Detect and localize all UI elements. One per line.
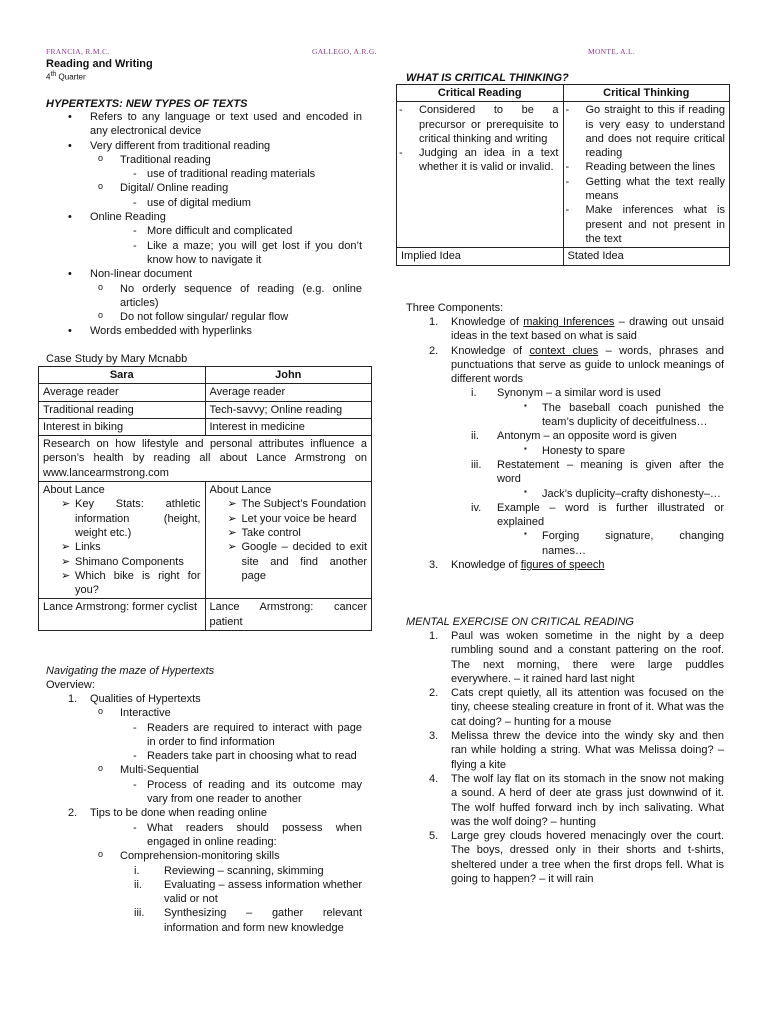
overview-label: Overview: [46, 679, 95, 691]
cell: Average reader [205, 384, 372, 401]
case-study-caption: Case Study by Mary Mcnabb [46, 353, 188, 365]
cell: Lance Armstrong: former cyclist [39, 599, 206, 631]
critical-heading: WHAT IS CRITICAL THINKING? [406, 72, 569, 84]
author-gallego: GALLEGO, A.R.G. [312, 47, 377, 56]
subject-title: Reading and Writing [46, 58, 153, 70]
list-item: 2. Cats crept quietly, all its attention was focused on the tiny, cheese stealing creature in front of it. What was the cat doing? – hunting for a mouse [429, 687, 724, 728]
quarter: 4th Quarter [46, 71, 86, 82]
col-critical-reading: Critical Reading [397, 85, 564, 102]
cell: Interest in medicine [205, 418, 372, 435]
implied-idea: Implied Idea [397, 248, 564, 265]
cell: Traditional reading [39, 401, 206, 418]
navigating-list: 1. Qualities of Hypertexts o Interactive - Readers are required to interact with page in order to find information - Readers take part in choosing what to read o Multi-Sequential - Process of reading and its outcome may vary from one reader to another 2. Tips to be done when reading online - What readers should possess when engaged in online reading: o Comprehension-monitoring skills i. Reviewing – scanning, skimming ii. Evaluating – assess information whether valid or not iii. Synthesizing – gather relevant information and form new knowledge [68, 693, 362, 934]
hypertexts-heading: HYPERTEXTS: NEW TYPES OF TEXTS [46, 98, 248, 110]
list-item: 5. Large grey clouds hovered menacingly over the court. The boys, dressed only in their shorts and t-shirts, sheltered under a tree when the first drops fell. What is going to happen? – it will rain [429, 830, 724, 886]
mental-heading: MENTAL EXERCISE ON CRITICAL READING [406, 616, 634, 628]
components-list: 1. Knowledge of making Inferences – drawing out unsaid ideas in the text based on what is said 2. Knowledge of context clues – words, phrases and punctuations that serve as guide to unlock meanings of different words i. Synonym – a similar word is used ▪ The baseball coach punished the team’s duplicity of deceitfulness… ii. Antonym – an opposite word is given ▪ Honesty to spare iii. Restatement – meaning is given after the word ▪ Jack’s duplicity–crafty dishonesty–… iv. Example – word is further illustrated or explained ▪ Forging signature, changing names… 3. Knowledge of figures of speech [429, 316, 724, 572]
cell: Lance Armstrong: cancer patient [205, 599, 372, 631]
list-item: 4. The wolf lay flat on its stomach in the snow not making a sound. A herd of deer ate grass just downwind of it. The wolf huffed forward inch by inch salivating. What was the wolf doing? – hunting [429, 772, 724, 828]
navigating-heading: Navigating the maze of Hypertexts [46, 665, 215, 677]
author-monte: MONTE, A.L. [588, 47, 636, 56]
components-heading: Three Components: [406, 302, 504, 314]
col-sara: Sara [39, 367, 206, 384]
cell: Tech-savvy; Online reading [205, 401, 372, 418]
mental-list [429, 629, 724, 886]
case-study-table [38, 366, 372, 631]
critical-reading-cell: - Considered to be a precursor or prerequisite to critical thinking and writing - Judging an idea in a text whether it is valid or invalid. [397, 102, 564, 248]
col-john: John [205, 367, 372, 384]
list-item: 3. Melissa threw the device into the windy sky and then ran while holding a string. What was Melissa doing? – flying a kite [429, 730, 724, 771]
hypertexts-list: • Refers to any language or text used and encoded in any electronical device • Very different from traditional reading o Traditional reading - use of traditional reading materials o Digital/ Online reading - use of digital medium • Online Reading - More difficult and complicated - Like a maze; you will get lost if you don’t know how to navigate it • Non-linear document o No orderly sequence of reading (e.g. online articles) o Do not follow singular/ regular flow • Words embedded with hyperlinks [68, 111, 362, 338]
stated-idea: Stated Idea [563, 248, 730, 265]
john-about-cell: About Lance ➢ The Subject’s Foundation ➢ Let your voice be heard ➢ Take control ➢ Google – decided to exit site and find another page [205, 482, 372, 599]
sara-about-cell: About Lance ➢ Key Stats: athletic information (height, weight etc.) ➢ Links ➢ Shimano Components ➢ Which bike is right for you? [39, 482, 206, 599]
cell: Average reader [39, 384, 206, 401]
research-cell: Research on how lifestyle and personal attributes influence a person’s health by reading all about Lance Armstrong on www.lancearmstrong.com [39, 436, 372, 482]
cell: Interest in biking [39, 418, 206, 435]
author-francia: FRANCIA, R.M.C. [46, 47, 110, 56]
critical-table [396, 84, 730, 266]
col-critical-thinking: Critical Thinking [563, 85, 730, 102]
list-item: 1. Paul was woken sometime in the night by a deep rumbling sound and a constant pattering on the roof. The next morning, there were large puddles everywhere. – it rained hard last night [429, 630, 724, 685]
critical-thinking-cell: - Go straight to this if reading is very easy to understand and does not require critical reading - Reading between the lines - Getting what the text really means - Make inferences what is present and not present in the text [563, 102, 730, 248]
